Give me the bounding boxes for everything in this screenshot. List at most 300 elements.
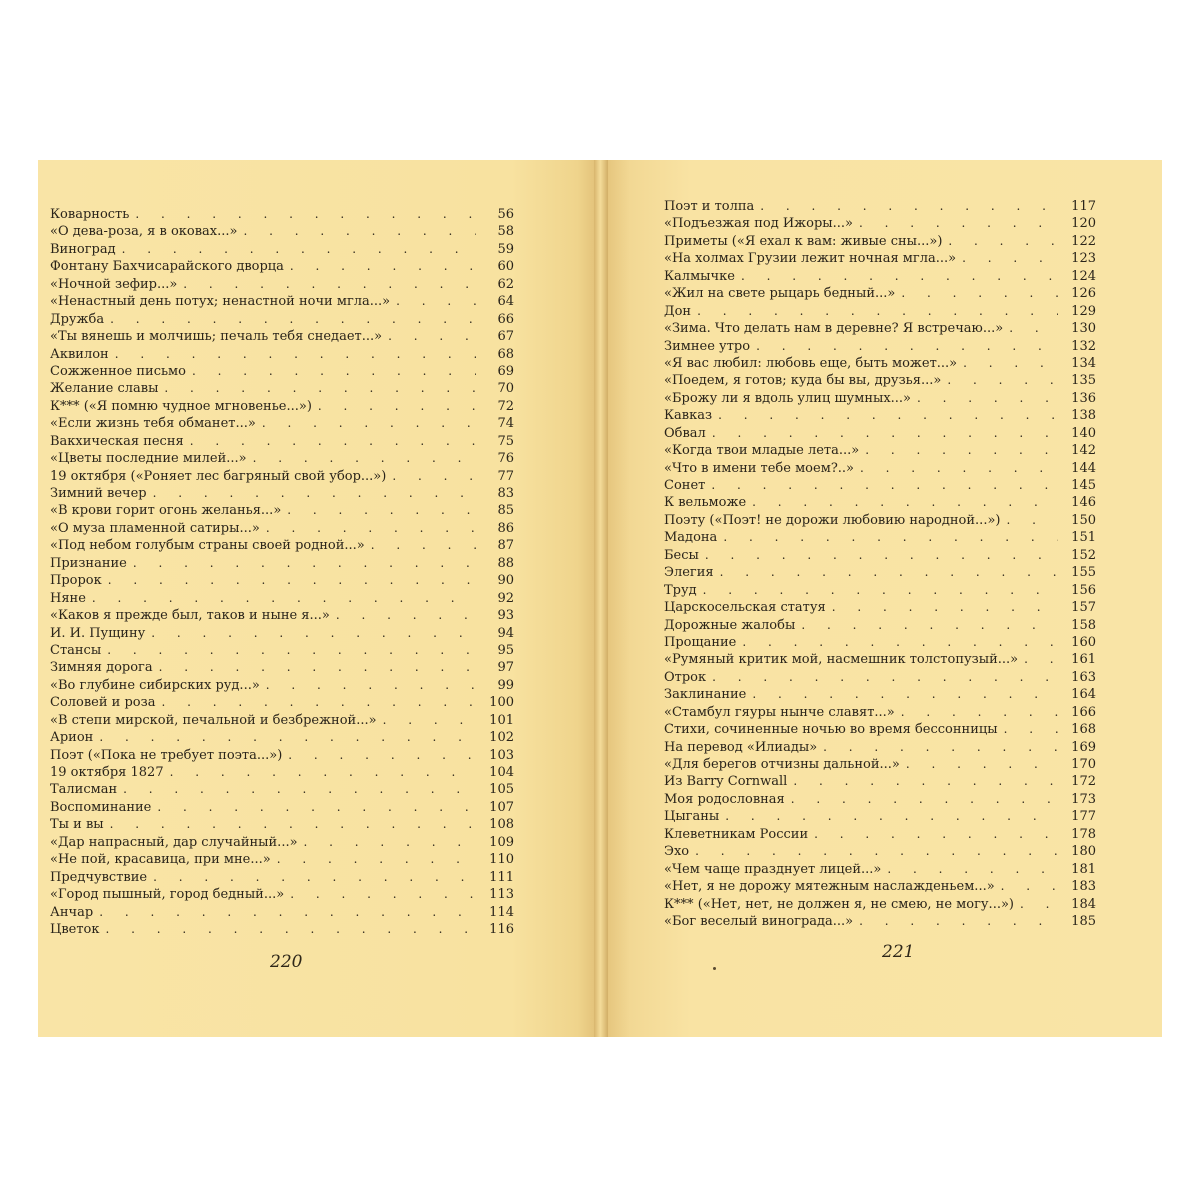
toc-entry-title: «В степи мирской, печальной и безбрежной...» (50, 712, 377, 728)
toc-entry-page: 72 (497, 398, 514, 414)
toc-entry-title: Зимнее утро (664, 338, 751, 354)
toc-entry-page: 166 (1071, 704, 1096, 720)
dot-leader (963, 355, 1058, 372)
toc-entry-page: 107 (489, 799, 514, 815)
dot-leader (266, 520, 476, 537)
toc-entry (664, 338, 1096, 355)
dot-leader (153, 869, 476, 886)
toc-entry-page: 101 (489, 712, 514, 728)
toc-entry (664, 355, 1096, 372)
dot-leader (760, 198, 1058, 215)
page-number: 220 (270, 952, 303, 972)
dot-leader (110, 311, 476, 328)
dot-leader (752, 686, 1058, 703)
toc-entry-page: 161 (1071, 652, 1096, 668)
toc-entry-page: 150 (1071, 512, 1096, 528)
dot-leader (123, 781, 476, 798)
toc-entry-title: «Ночной зефир...» (50, 276, 178, 292)
dot-leader (791, 791, 1058, 808)
toc-entry-page: 75 (497, 433, 514, 449)
toc-entry-page: 168 (1071, 722, 1096, 738)
toc-entry-title: Признание (50, 555, 127, 571)
toc-entry (50, 241, 514, 258)
toc-entry-page: 130 (1071, 321, 1096, 337)
toc-entry-page: 170 (1071, 757, 1096, 772)
toc-entry-title: Дон (664, 303, 692, 319)
dot-leader (741, 268, 1058, 285)
toc-entry (664, 303, 1096, 320)
dot-leader (110, 816, 476, 833)
toc-entry-title: Талисман (50, 782, 118, 798)
toc-entry (50, 380, 514, 397)
dot-leader (742, 634, 1058, 651)
toc-entry (50, 572, 514, 589)
dot-leader (860, 460, 1058, 477)
dot-leader (906, 756, 1058, 773)
toc-entry-page: 144 (1071, 460, 1096, 476)
toc-entry-page: 157 (1071, 600, 1096, 616)
toc-entry-title: Моя родословная (664, 791, 785, 807)
toc-entry-title: 19 октября («Роняет лес багряный свой убор...») (50, 468, 387, 484)
toc-entry (664, 285, 1096, 302)
dot-leader (159, 659, 476, 676)
dot-leader (723, 529, 1058, 546)
toc-entry (664, 843, 1096, 860)
dot-leader (712, 669, 1058, 686)
toc-entry-title: Арион (50, 730, 94, 746)
dot-leader (304, 834, 476, 851)
toc-entry-page: 120 (1071, 216, 1096, 232)
toc-entry-page: 103 (489, 747, 514, 763)
toc-entry-title: Анчар (50, 904, 94, 920)
toc-entry-title: «Румяный критик мой, насмешник толстопузый...» (664, 652, 1019, 668)
toc-entry (664, 512, 1096, 529)
toc-entry-title: «Зима. Что делать нам в деревне? Я встречаю...» (664, 321, 1004, 337)
dot-leader (725, 808, 1058, 825)
toc-entry-page: 58 (497, 224, 514, 240)
toc-entry-title: «Когда твои младые лета...» (664, 443, 860, 459)
dot-leader (164, 380, 476, 397)
toc-entry-page: 132 (1071, 338, 1096, 354)
left-page (38, 160, 594, 1037)
dot-leader (901, 285, 1058, 302)
toc-entry-title: «Не пой, красавица, при мне...» (50, 852, 271, 868)
toc-entry (50, 747, 514, 764)
dot-leader (161, 694, 476, 711)
dot-leader (290, 258, 476, 275)
dot-leader (190, 433, 476, 450)
dot-leader (1006, 512, 1058, 529)
dot-leader (814, 826, 1058, 843)
toc-entry-title: «Каков я прежде был, таков и ныне я...» (50, 608, 330, 624)
toc-entry-page: 155 (1071, 565, 1096, 581)
toc-entry-page: 76 (497, 451, 514, 467)
toc-entry-page: 99 (497, 677, 514, 693)
toc-entry (50, 921, 514, 938)
toc-entry (50, 694, 514, 711)
toc-entry-title: К*** («Я помню чудное мгновенье...») (50, 398, 312, 414)
toc-entry-title: Из Barry Cornwall (664, 774, 788, 790)
toc-entry-page: 56 (497, 207, 514, 222)
toc-entry-title: «Для берегов отчизны дальной...» (664, 757, 900, 772)
dot-leader (122, 241, 476, 258)
toc-entry (50, 206, 514, 223)
dot-leader (318, 398, 476, 415)
toc-entry-page: 94 (497, 625, 514, 641)
toc-entry-page: 62 (497, 276, 514, 292)
dot-leader (388, 328, 476, 345)
toc-entry-page: 105 (489, 782, 514, 798)
dot-leader (192, 363, 476, 380)
toc-entry-title: «Что в имени тебе моем?..» (664, 460, 855, 476)
toc-entry (50, 468, 514, 485)
dot-leader (695, 843, 1058, 860)
dot-leader (396, 293, 476, 310)
toc-entry (50, 834, 514, 851)
toc-entry (50, 869, 514, 886)
ink-speck (713, 967, 716, 970)
toc-entry-title: «Стамбул гяуры нынче славят...» (664, 704, 895, 720)
toc-entry-page: 90 (497, 573, 514, 589)
toc-entry (50, 276, 514, 293)
toc-entry-title: Царскосельская статуя (664, 600, 826, 616)
toc-entry-title: Калмычке (664, 268, 735, 284)
page-number: 221 (882, 942, 915, 962)
toc-entry (50, 485, 514, 502)
dot-leader (711, 477, 1058, 494)
toc-entry (50, 642, 514, 659)
toc-entry-title: Соловей и роза (50, 695, 156, 711)
toc-entry (50, 433, 514, 450)
toc-entry (664, 494, 1096, 511)
toc-entry-title: Коварность (50, 207, 130, 222)
toc-entry (664, 756, 1096, 773)
toc-entry (50, 590, 514, 607)
dot-leader (135, 206, 476, 223)
dot-leader (92, 590, 476, 607)
toc-entry (50, 346, 514, 363)
toc-entry (664, 878, 1096, 895)
toc-entry-title: Виноград (50, 241, 116, 257)
dot-leader (720, 564, 1058, 581)
dot-leader (288, 747, 476, 764)
dot-leader (962, 250, 1058, 267)
toc-entry (664, 704, 1096, 721)
toc-entry-title: «Жил на свете рыцарь бедный...» (664, 286, 896, 302)
dot-leader (705, 547, 1058, 564)
toc-entry (664, 773, 1096, 790)
toc-entry-title: Цветок (50, 921, 100, 937)
toc-entry-title: «Подъезжая под Ижоры...» (664, 216, 853, 232)
toc-entry-title: Зимний вечер (50, 486, 147, 501)
toc-entry-title: Поэту («Поэт! не дорожи любовию народной...») (664, 512, 1001, 528)
toc-entry (664, 564, 1096, 581)
toc-entry-page: 183 (1071, 879, 1096, 895)
dot-leader (901, 704, 1058, 721)
toc-entry-page: 124 (1071, 268, 1096, 284)
toc-entry (50, 555, 514, 572)
toc-entry-page: 113 (489, 887, 514, 903)
dot-leader (948, 233, 1058, 250)
toc-entry-title: «Чем чаще празднует лицей...» (664, 861, 882, 877)
toc-entry-page: 68 (497, 346, 514, 362)
dot-leader (287, 502, 476, 519)
toc-entry-title: Обвал (664, 425, 706, 441)
toc-entry-page: 116 (489, 921, 514, 937)
toc-entry (664, 320, 1096, 337)
dot-leader (157, 799, 476, 816)
book-gutter (594, 160, 608, 1037)
toc-entry-page: 69 (497, 363, 514, 379)
toc-entry-title: Воспоминание (50, 799, 152, 815)
toc-entry (50, 799, 514, 816)
toc-entry-page: 140 (1071, 425, 1096, 441)
toc-entry-title: Няне (50, 590, 86, 606)
toc-entry-title: Прощание (664, 634, 737, 650)
dot-leader (752, 494, 1058, 511)
toc-entry-page: 185 (1071, 913, 1096, 929)
toc-entry-page: 102 (489, 730, 514, 746)
toc-entry-title: Заклинание (664, 687, 747, 703)
toc-entry-page: 135 (1071, 373, 1096, 389)
toc-entry-title: 19 октября 1827 (50, 765, 164, 780)
toc-entry-title: Дружба (50, 311, 105, 327)
dot-leader (887, 861, 1058, 878)
toc-entry-title: «Цветы последние милей...» (50, 451, 247, 467)
toc-entry-page: 77 (497, 468, 514, 484)
toc-entry-title: Поэт («Пока не требует поэта...») (50, 747, 283, 763)
toc-entry-page: 151 (1071, 530, 1096, 546)
toc-entry-page: 126 (1071, 286, 1096, 302)
toc-entry (664, 686, 1096, 703)
toc-entry-title: Желание славы (50, 381, 159, 397)
toc-entry-title: Отрок (664, 669, 707, 685)
toc-entry-title: Элегия (664, 565, 714, 581)
dot-leader (115, 346, 476, 363)
dot-leader (947, 372, 1058, 389)
toc-entry (50, 398, 514, 415)
toc-entry-title: Приметы («Я ехал к вам: живые сны...») (664, 233, 943, 249)
toc-entry-page: 145 (1071, 478, 1096, 493)
dot-leader (697, 303, 1058, 320)
toc-entry-title: Эхо (664, 844, 690, 860)
toc-entry-page: 117 (1071, 199, 1096, 214)
toc-entry (50, 677, 514, 694)
toc-entry (664, 826, 1096, 843)
toc-entry-title: Дорожные жалобы (664, 617, 796, 633)
toc-entry-title: И. И. Пущину (50, 625, 146, 641)
toc-entry-page: 83 (497, 486, 514, 501)
dot-leader (823, 739, 1058, 756)
toc-entry-page: 111 (489, 869, 514, 885)
toc-entry-title: «Брожу ли я вдоль улиц шумных...» (664, 390, 912, 406)
toc-entry (50, 502, 514, 519)
toc-entry (664, 233, 1096, 250)
toc-entry (50, 816, 514, 833)
toc-entry-page: 74 (497, 416, 514, 432)
dot-leader (712, 425, 1058, 442)
toc-entry (50, 851, 514, 868)
dot-leader (170, 764, 476, 781)
toc-entry (50, 293, 514, 310)
toc-entry-title: Ты и вы (50, 817, 104, 833)
dot-leader (917, 390, 1058, 407)
toc-entry (50, 520, 514, 537)
toc-entry-title: Фонтану Бахчисарайского дворца (50, 259, 284, 275)
toc-entry-title: Клеветникам России (664, 826, 809, 842)
dot-leader (832, 599, 1058, 616)
toc-entry (50, 223, 514, 240)
toc-entry-page: 86 (497, 520, 514, 536)
toc-entry-title: «Ненастный день потух; ненастной ночи мгла...» (50, 294, 391, 310)
toc-entry (50, 363, 514, 380)
toc-entry-title: «Город пышный, город бедный...» (50, 887, 285, 903)
dot-leader (859, 215, 1058, 232)
dot-leader (253, 450, 476, 467)
toc-entry-title: Мадона (664, 530, 718, 546)
toc-entry (664, 390, 1096, 407)
dot-leader (756, 338, 1058, 355)
toc-entry-page: 142 (1071, 443, 1096, 459)
dot-leader (153, 485, 476, 502)
toc-entry-title: «О муза пламенной сатиры...» (50, 520, 260, 536)
toc-entry-page: 64 (497, 294, 514, 310)
toc-entry-title: Зимняя дорога (50, 660, 153, 676)
toc-entry-page: 138 (1071, 408, 1096, 424)
toc-entry-page: 114 (489, 904, 514, 920)
toc-entry-title: «Поедем, я готов; куда бы вы, друзья...» (664, 373, 942, 389)
toc-entry (50, 311, 514, 328)
toc-entry-title: Предчувствие (50, 869, 148, 885)
dot-leader (108, 572, 476, 589)
toc-entry-page: 88 (497, 555, 514, 571)
toc-entry (664, 617, 1096, 634)
dot-leader (151, 625, 476, 642)
toc-entry-title: Аквилон (50, 346, 109, 362)
toc-entry (664, 808, 1096, 825)
toc-entry (50, 328, 514, 345)
toc-entry-title: К*** («Нет, нет, не должен я, не смею, не могу...») (664, 896, 1014, 912)
toc-entry (664, 896, 1096, 913)
toc-entry-page: 178 (1071, 826, 1096, 842)
toc-entry-page: 95 (497, 642, 514, 658)
dot-leader (801, 617, 1058, 634)
toc-entry-page: 100 (489, 695, 514, 711)
dot-leader (183, 276, 476, 293)
toc-entry-title: Пророк (50, 573, 102, 589)
dot-leader (371, 537, 476, 554)
toc-entry-page: 181 (1071, 861, 1096, 877)
toc-entry-page: 110 (489, 852, 514, 868)
dot-leader (336, 607, 476, 624)
dot-leader (865, 442, 1058, 459)
toc-entry (664, 721, 1096, 738)
toc-entry (50, 537, 514, 554)
toc-entry-page: 122 (1071, 233, 1096, 249)
toc-entry-page: 163 (1071, 669, 1096, 685)
toc-entry (664, 739, 1096, 756)
open-book (38, 160, 1162, 1037)
toc-entry (50, 625, 514, 642)
toc-entry (664, 582, 1096, 599)
toc-entry-page: 66 (497, 311, 514, 327)
dot-leader (1001, 878, 1058, 895)
toc-entry-title: Поэт и толпа (664, 199, 755, 214)
table-of-contents-left (50, 206, 514, 938)
toc-entry-page: 146 (1071, 495, 1096, 511)
toc-entry-page: 59 (497, 241, 514, 257)
toc-entry-page: 177 (1071, 809, 1096, 825)
toc-entry (664, 268, 1096, 285)
toc-entry-title: «В крови горит огонь желанья...» (50, 503, 282, 519)
toc-entry-title: «Если жизнь тебя обманет...» (50, 416, 256, 432)
dot-leader (1004, 721, 1058, 738)
toc-entry-title: «О дева-роза, я в оковах...» (50, 224, 238, 240)
toc-entry-page: 60 (497, 259, 514, 275)
toc-entry (664, 442, 1096, 459)
toc-entry-title: «На холмах Грузии лежит ночная мгла...» (664, 251, 957, 267)
toc-entry-page: 85 (497, 503, 514, 519)
toc-entry (50, 729, 514, 746)
toc-entry-title: Сонет (664, 478, 706, 493)
toc-entry-title: На перевод «Илиады» (664, 739, 818, 755)
toc-entry (50, 712, 514, 729)
dot-leader (106, 921, 477, 938)
toc-entry (664, 529, 1096, 546)
toc-entry (664, 669, 1096, 686)
toc-entry (664, 250, 1096, 267)
dot-leader (266, 677, 476, 694)
dot-leader (1009, 320, 1058, 337)
toc-entry-title: К вельможе (664, 495, 747, 511)
dot-leader (392, 468, 476, 485)
dot-leader (793, 773, 1058, 790)
toc-entry-page: 164 (1071, 687, 1096, 703)
toc-entry (664, 372, 1096, 389)
toc-entry (664, 634, 1096, 651)
toc-entry (50, 607, 514, 624)
toc-entry-page: 156 (1071, 582, 1096, 598)
toc-entry-title: «Я вас любил: любовь еще, быть может...» (664, 355, 958, 371)
dot-leader (99, 729, 476, 746)
dot-leader (133, 555, 476, 572)
toc-entry-title: «Под небом голубым страны своей родной...» (50, 538, 365, 554)
toc-entry-page: 93 (497, 608, 514, 624)
toc-entry-page: 173 (1071, 791, 1096, 807)
toc-entry-title: «Ты вянешь и молчишь; печаль тебя снедает...» (50, 329, 383, 345)
dot-leader (277, 851, 476, 868)
toc-entry-page: 123 (1071, 251, 1096, 267)
toc-entry-title: Цыганы (664, 809, 720, 825)
dot-leader (718, 407, 1058, 424)
toc-entry (50, 886, 514, 903)
toc-entry-page: 129 (1071, 303, 1096, 319)
toc-entry-page: 172 (1071, 774, 1096, 790)
toc-entry-title: Бесы (664, 547, 699, 563)
toc-entry (664, 599, 1096, 616)
toc-entry (50, 258, 514, 275)
dot-leader (262, 415, 476, 432)
toc-entry-title: Стихи, сочиненные ночью во время бессонницы (664, 722, 998, 738)
toc-entry (664, 425, 1096, 442)
toc-entry-title: Стансы (50, 642, 102, 658)
toc-entry-title: Кавказ (664, 408, 713, 424)
dot-leader (99, 904, 476, 921)
toc-entry-page: 70 (497, 381, 514, 397)
toc-entry (664, 861, 1096, 878)
right-page (608, 160, 1162, 1037)
toc-entry (664, 913, 1096, 930)
